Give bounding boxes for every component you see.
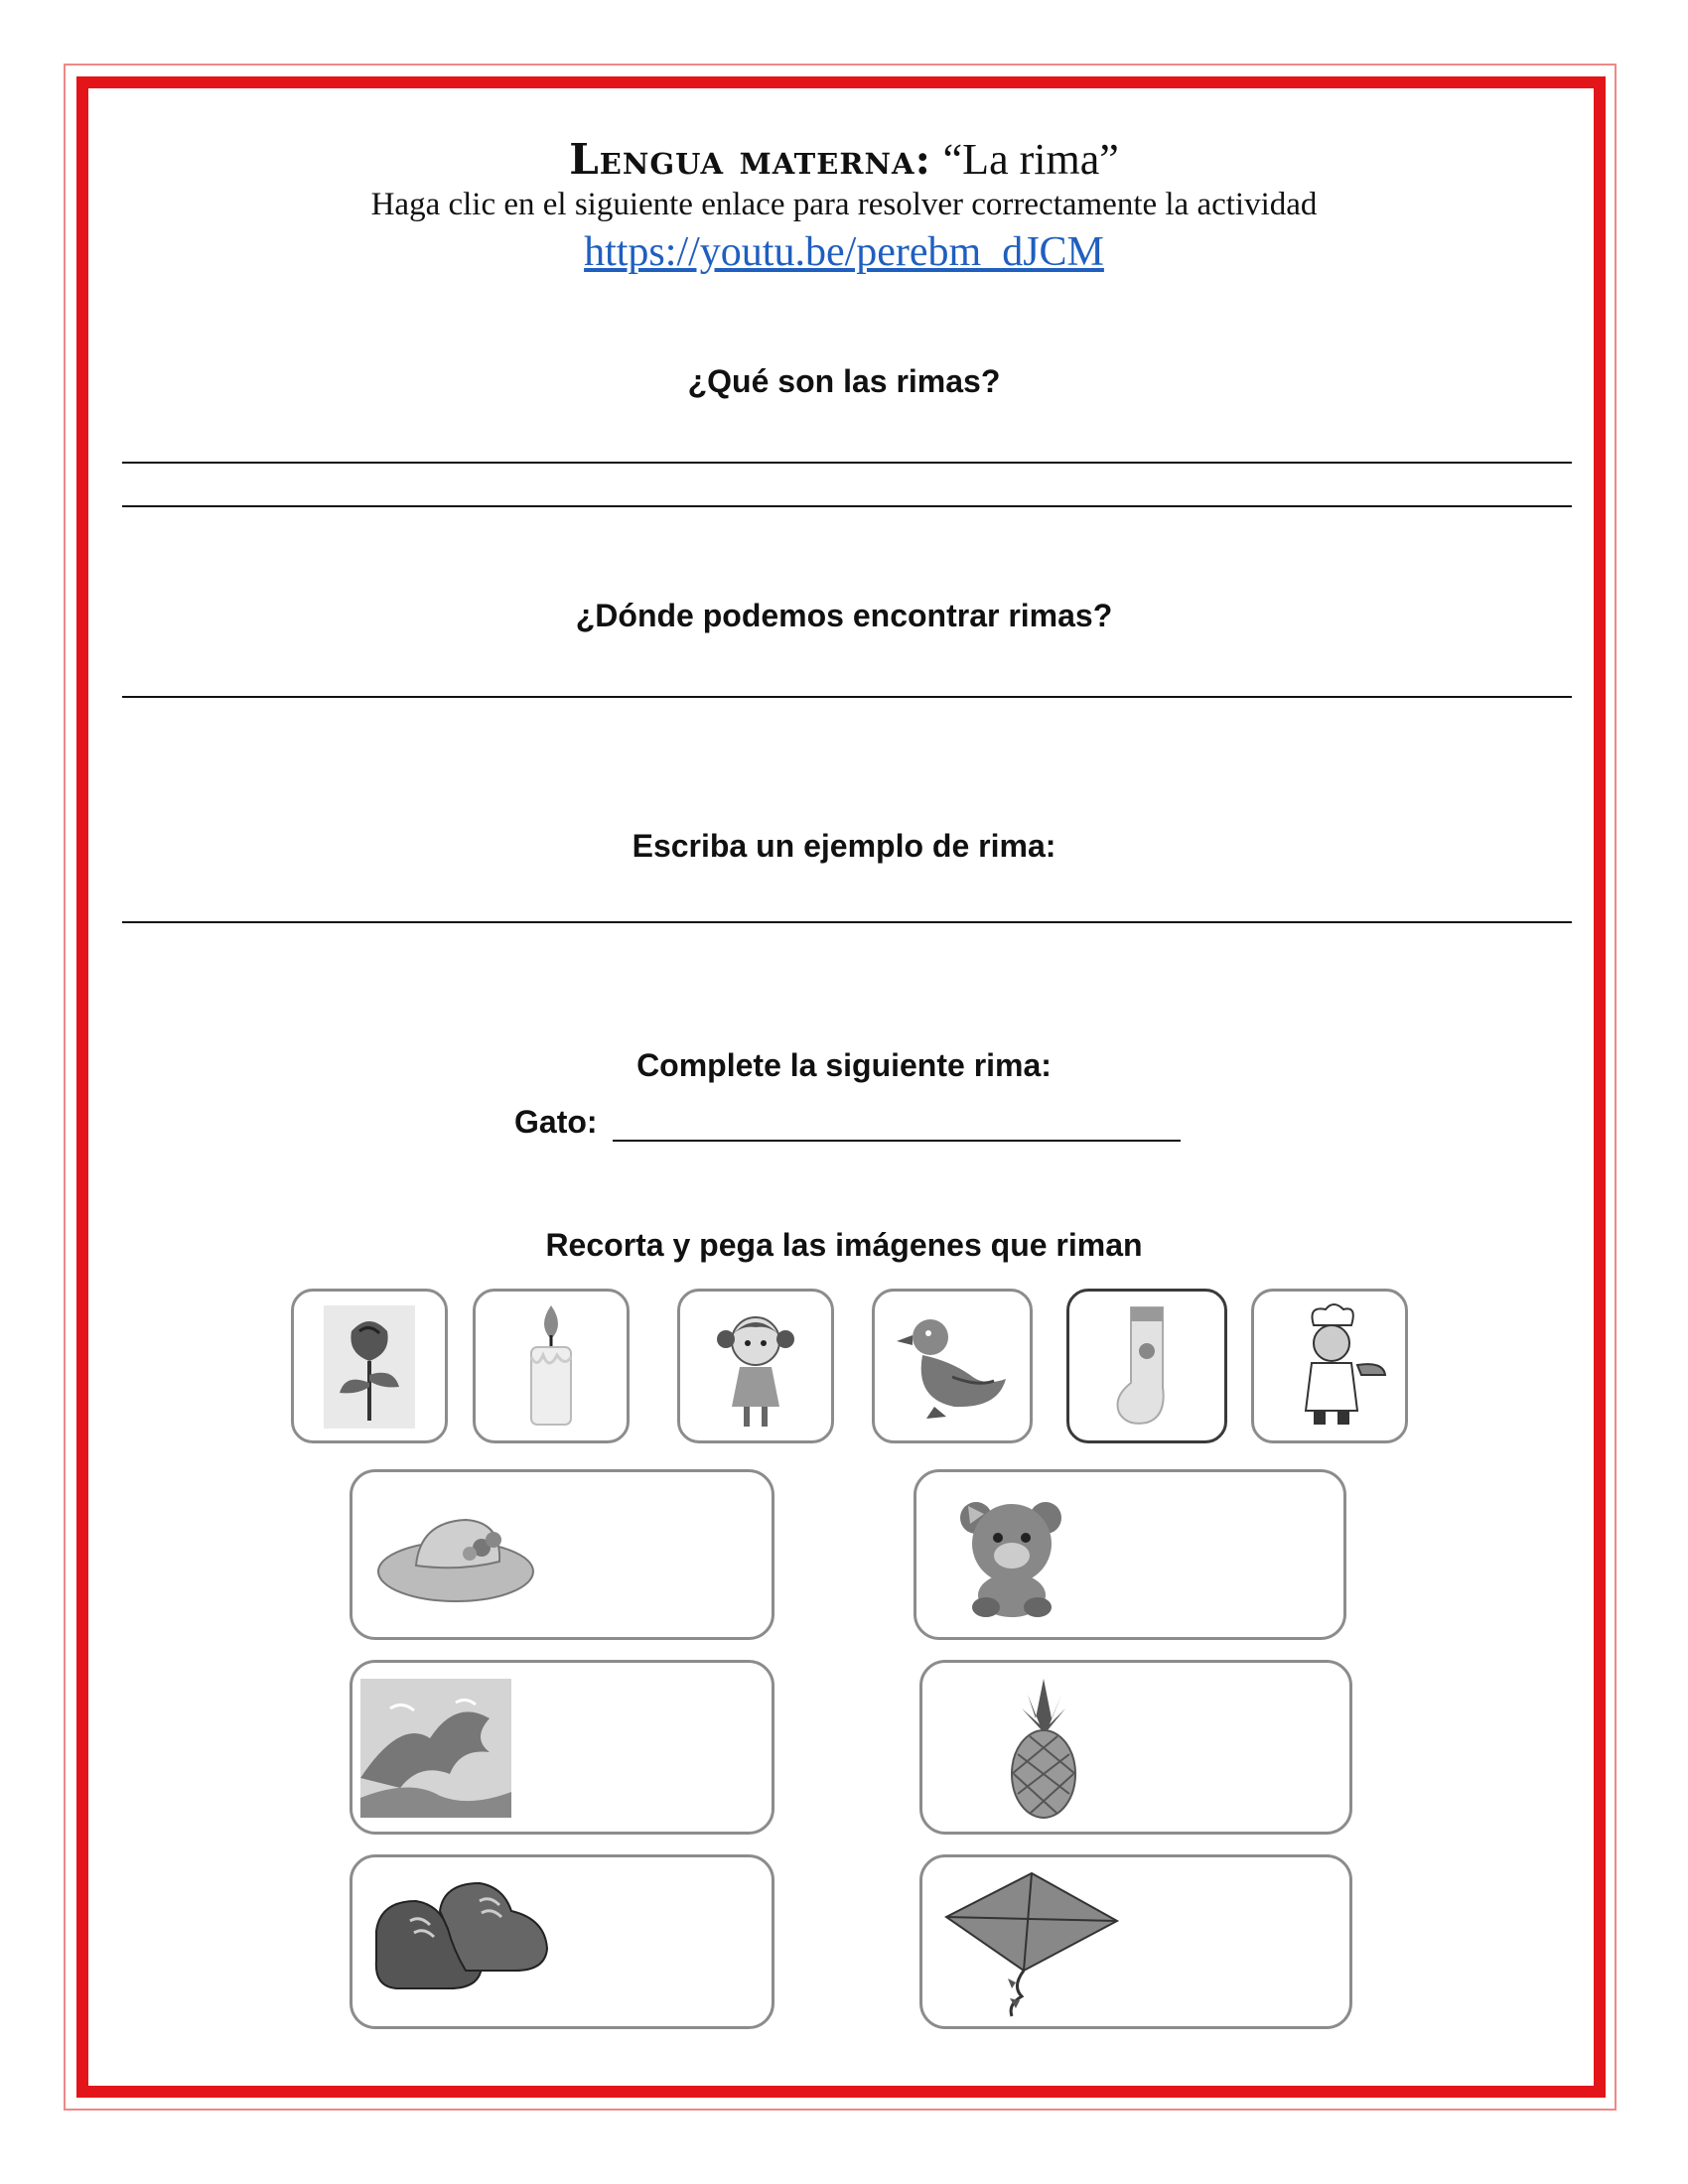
girl-card[interactable] [677, 1289, 834, 1443]
question-where-rhymes: ¿Dónde podemos encontrar rimas? [575, 598, 1113, 633]
shoes-icon [370, 1871, 559, 2010]
question-what-are-rhymes: ¿Qué son las rimas? [687, 363, 1001, 399]
bear-icon [934, 1484, 1093, 1623]
match-box-kite[interactable] [919, 1854, 1352, 2029]
duck-card[interactable] [872, 1289, 1033, 1443]
candle-icon [476, 1292, 627, 1440]
question-complete-rhyme: Complete la siguiente rima: [636, 1047, 1052, 1083]
topic-label: “La rima” [942, 135, 1119, 184]
sock-card[interactable] [1066, 1289, 1227, 1443]
hat-icon [370, 1490, 549, 1619]
sock-icon [1069, 1292, 1224, 1440]
subject-label: Lengua materna: [569, 135, 931, 184]
duck-icon [875, 1292, 1030, 1440]
gato-label: Gato: [514, 1104, 598, 1140]
answer-line[interactable] [122, 505, 1572, 507]
match-box-shoes[interactable] [350, 1854, 774, 2029]
answer-line[interactable] [122, 462, 1572, 464]
kite-icon [942, 1867, 1121, 2026]
gato-answer-line[interactable] [613, 1140, 1181, 1142]
girl-icon [680, 1292, 831, 1440]
video-link[interactable]: https://youtu.be/perebm_dJCM [584, 229, 1104, 275]
chef-icon [1254, 1292, 1405, 1440]
rose-icon [294, 1292, 445, 1440]
page-title [0, 134, 1688, 185]
answer-line[interactable] [122, 921, 1572, 923]
question-rhyme-example: Escriba un ejemplo de rima: [632, 828, 1056, 864]
match-box-hat[interactable] [350, 1469, 774, 1640]
instruction-text: Haga clic en el siguiente enlace para resolver correctamente la actividad [370, 187, 1318, 222]
chef-card[interactable] [1251, 1289, 1408, 1443]
candle-card[interactable] [473, 1289, 630, 1443]
wave-icon [360, 1679, 515, 1820]
answer-line[interactable] [122, 696, 1572, 698]
match-box-pineapple[interactable] [919, 1660, 1352, 1835]
question-cut-paste: Recorta y pega las imágenes que riman [545, 1227, 1143, 1263]
match-box-bear[interactable] [914, 1469, 1346, 1640]
match-box-wave[interactable] [350, 1660, 774, 1835]
pineapple-icon [984, 1675, 1103, 1824]
rose-card[interactable] [291, 1289, 448, 1443]
